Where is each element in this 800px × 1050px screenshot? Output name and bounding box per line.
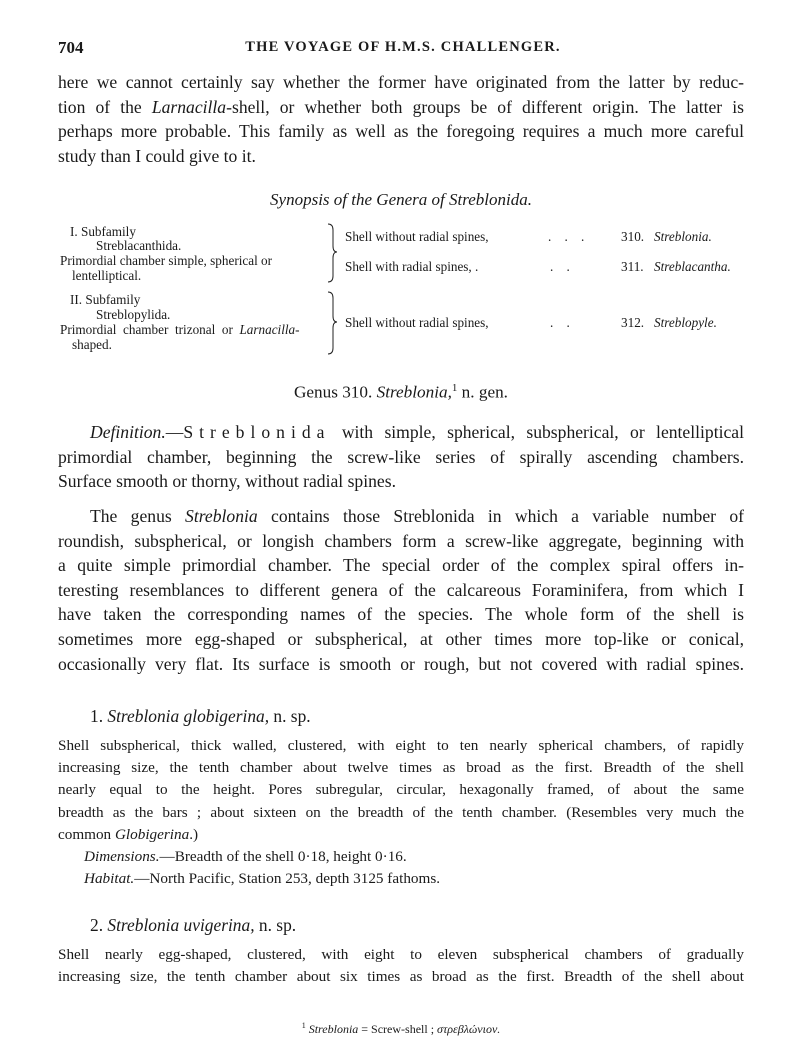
running-header xyxy=(58,38,748,60)
criterion-312: Shell without radial spines, xyxy=(345,315,489,330)
text-line: breadth as the bars ; about sixteen on the breadth of the tenth chamber. (Resembles very much the xyxy=(58,803,744,821)
text-line: Shell nearly egg-shaped, clustered, with eight to eleven subspherical chambers of gradually xyxy=(58,946,744,963)
leader-dots: . . . xyxy=(548,229,585,244)
species-1-description xyxy=(58,735,744,890)
subfamily-2-group: Streblopylida. xyxy=(96,307,171,322)
dimensions-line: Dimensions.—Breadth of the shell 0·18, height 0·16. xyxy=(84,847,407,865)
text-line: have taken the corresponding names of the species. The whole form of the shell is xyxy=(58,604,744,625)
text-line: primordial chamber, beginning the screw-like series of spirally ascending chambers. xyxy=(58,446,744,467)
text-line: teresting resemblances to different genera of the calcareous Foraminifera, from which I xyxy=(58,579,744,600)
genus-no-312: 312. xyxy=(621,315,645,330)
genus-312: Streblopyle. xyxy=(654,315,717,330)
brace-icon xyxy=(326,222,338,284)
text-line: Definition.—Streblonida with simple, spherical, subspherical, or lentelliptical xyxy=(90,422,744,442)
genus-no-310: 310. xyxy=(621,229,645,244)
synopsis-title: Synopsis of the Genera of Streblonida. xyxy=(270,190,532,209)
intro-paragraph xyxy=(58,70,744,168)
subfamily-1-desc-2: lentelliptical. xyxy=(72,268,142,283)
text-line: tion of the Larnacilla-shell, or whether both groups be of different origin. The latter is xyxy=(58,96,744,117)
definition-paragraph xyxy=(58,420,744,494)
criterion-311: Shell with radial spines, . xyxy=(345,259,479,274)
subfamily-2-name: II. Subfamily xyxy=(70,292,141,307)
species-1-heading: 1. Streblonia globigerina, n. sp. xyxy=(90,706,311,726)
leader-dots: . . xyxy=(550,259,570,274)
subfamily-1-desc: Primordial chamber simple, spherical or xyxy=(60,253,273,268)
definition-label: Definition. xyxy=(90,422,166,442)
footnote: $^1$ Streblonia = Screw-shell ; στρεβλώνιον. xyxy=(301,1021,501,1036)
subfamily-1-name: I. Subfamily xyxy=(70,224,136,239)
text-line: here we cannot certainly say whether the former have originated from the latter by reduc- xyxy=(58,72,744,92)
subfamily-2-desc: Primordial chamber trizonal or Larnacilla- xyxy=(60,322,300,337)
text-line: common Globigerina.) xyxy=(58,825,199,843)
leader-dots: . . xyxy=(550,315,570,330)
text-line: perhaps more probable. This family as well as the foregoing requires a much more careful xyxy=(58,121,744,142)
text-line: a quite simple primordial chamber. The special order of the complex spiral offers in- xyxy=(58,555,744,576)
page-number: 704 xyxy=(58,38,84,57)
synopsis-table xyxy=(58,224,744,356)
subfamily-1-group: Streblacanthida. xyxy=(96,238,182,253)
brace-icon xyxy=(326,290,338,356)
text-line: increasing size, the tenth chamber about six times as broad as the first. Breadth of the shell about xyxy=(58,968,744,986)
text-line: study than I could give to it. xyxy=(58,145,256,166)
species-2-heading: 2. Streblonia uvigerina, n. sp. xyxy=(90,915,297,935)
text-line: nearly equal to the height. Pores subregular, circular, hexagonally framed, of about the same xyxy=(58,781,744,799)
criterion-310: Shell without radial spines, xyxy=(345,229,489,244)
genus-heading: Genus 310. Streblonia,$^1$ n. gen. xyxy=(294,382,508,402)
text-line: sometimes more egg-shaped or subspherical, at other times more top-like or conical, xyxy=(58,628,744,649)
genus-310: Streblonia. xyxy=(654,229,712,244)
footnote-mark: 1 xyxy=(451,382,458,394)
genus-311: Streblacantha. xyxy=(654,259,731,274)
habitat-line: Habitat.—North Pacific, Station 253, depth 3125 fathoms. xyxy=(84,870,441,888)
text-line: occasionally very flat. Its surface is smooth or rough, but not covered with radial spines. xyxy=(58,653,744,674)
genus-paragraph xyxy=(58,504,744,676)
text-line: Surface smooth or thorny, without radial spines. xyxy=(58,471,396,492)
text-line: Shell subspherical, thick walled, clustered, with eight to ten nearly spherical chambers, of rapidly xyxy=(58,737,744,754)
text-line: increasing size, the tenth chamber about twelve times as broad as the first. Breadth of the shell xyxy=(58,759,744,777)
text-line: roundish, subspherical, or longish chambers form a screw-like aggregate, beginning with xyxy=(58,530,744,551)
running-title: THE VOYAGE OF H.M.S. CHALLENGER. xyxy=(245,39,561,55)
subfamily-2-desc-2: shaped. xyxy=(72,337,112,352)
species-2-description xyxy=(58,944,744,988)
genus-no-311: 311. xyxy=(621,259,644,274)
text-line: The genus Streblonia contains those Streblonida in which a variable number of xyxy=(90,506,745,526)
